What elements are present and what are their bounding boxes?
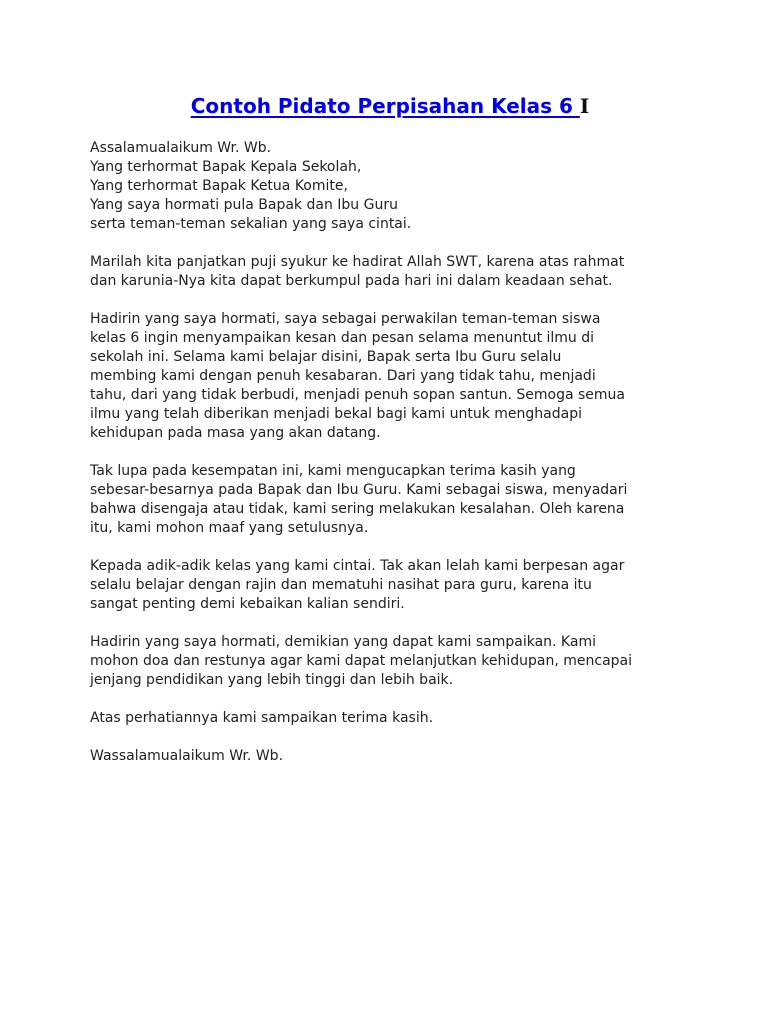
text-line: tahu, dari yang tidak berbudi, menjadi penuh sopan santun. Semoga semua [90, 387, 625, 403]
paragraph-thanks [90, 462, 690, 538]
text-line: Hadirin yang saya hormati, demikian yang dapat kami sampaikan. Kami [90, 634, 596, 650]
speech-body [90, 139, 690, 785]
text-line: Yang saya hormati pula Bapak dan Ibu Guru [90, 197, 398, 213]
text-line: Hadirin yang saya hormati, saya sebagai perwakilan teman-teman siswa [90, 311, 601, 327]
text-line: sangat penting demi kebaikan kalian sendiri. [90, 596, 405, 612]
text-line: kehidupan pada masa yang akan datang. [90, 425, 381, 441]
text-line: ilmu yang telah diberikan menjadi bekal bagi kami untuk menghadapi [90, 406, 582, 422]
paragraph-greeting [90, 139, 690, 234]
text-line: Atas perhatiannya kami sampaikan terima kasih. [90, 710, 434, 726]
paragraph-message [90, 557, 690, 614]
text-line: Yang terhormat Bapak Ketua Komite, [90, 178, 348, 194]
text-line: bahwa disengaja atau tidak, kami sering melakukan kesalahan. Oleh karena [90, 501, 625, 517]
text-line: sebesar-besarnya pada Bapak dan Ibu Guru. Kami sebagai siswa, menyadari [90, 482, 628, 498]
paragraph-attention [90, 709, 690, 728]
text-line: Yang terhormat Bapak Kepala Sekolah, [90, 159, 362, 175]
paragraph-impressions [90, 310, 690, 443]
text-line: serta teman-teman sekalian yang saya cintai. [90, 216, 412, 232]
paragraph-gratitude [90, 253, 690, 291]
title-suffix: I [579, 94, 590, 118]
text-line: Assalamualaikum Wr. Wb. [90, 140, 272, 156]
text-line: Marilah kita panjatkan puji syukur ke hadirat Allah SWT, karena atas rahmat [90, 254, 625, 270]
text-line: mohon doa dan restunya agar kami dapat melanjutkan kehidupan, mencapai [90, 653, 633, 669]
text-line: kelas 6 ingin menyampaikan kesan dan pesan selama menuntut ilmu di [90, 330, 595, 346]
text-line: dan karunia-Nya kita dapat berkumpul pada hari ini dalam keadaan sehat. [90, 273, 613, 289]
text-line: Wassalamualaikum Wr. Wb. [90, 748, 284, 764]
text-line: jenjang pendidikan yang lebih tinggi dan lebih baik. [90, 672, 454, 688]
paragraph-farewell [90, 747, 690, 766]
text-line: itu, kami mohon maaf yang setulusnya. [90, 520, 369, 536]
text-line: membing kami dengan penuh kesabaran. Dari yang tidak tahu, menjadi [90, 368, 596, 384]
text-line: selalu belajar dengan rajin dan mematuhi nasihat para guru, karena itu [90, 577, 592, 593]
text-line: sekolah ini. Selama kami belajar disini, Bapak serta Ibu Guru selalu [90, 349, 562, 365]
text-line: Kepada adik-adik kelas yang kami cintai. Tak akan lelah kami berpesan agar [90, 558, 625, 574]
text-line: Tak lupa pada kesempatan ini, kami mengucapkan terima kasih yang [90, 463, 576, 479]
title-link[interactable]: Contoh Pidato Perpisahan Kelas 6 [190, 94, 580, 118]
paragraph-closing [90, 633, 690, 690]
document-title [90, 92, 690, 120]
